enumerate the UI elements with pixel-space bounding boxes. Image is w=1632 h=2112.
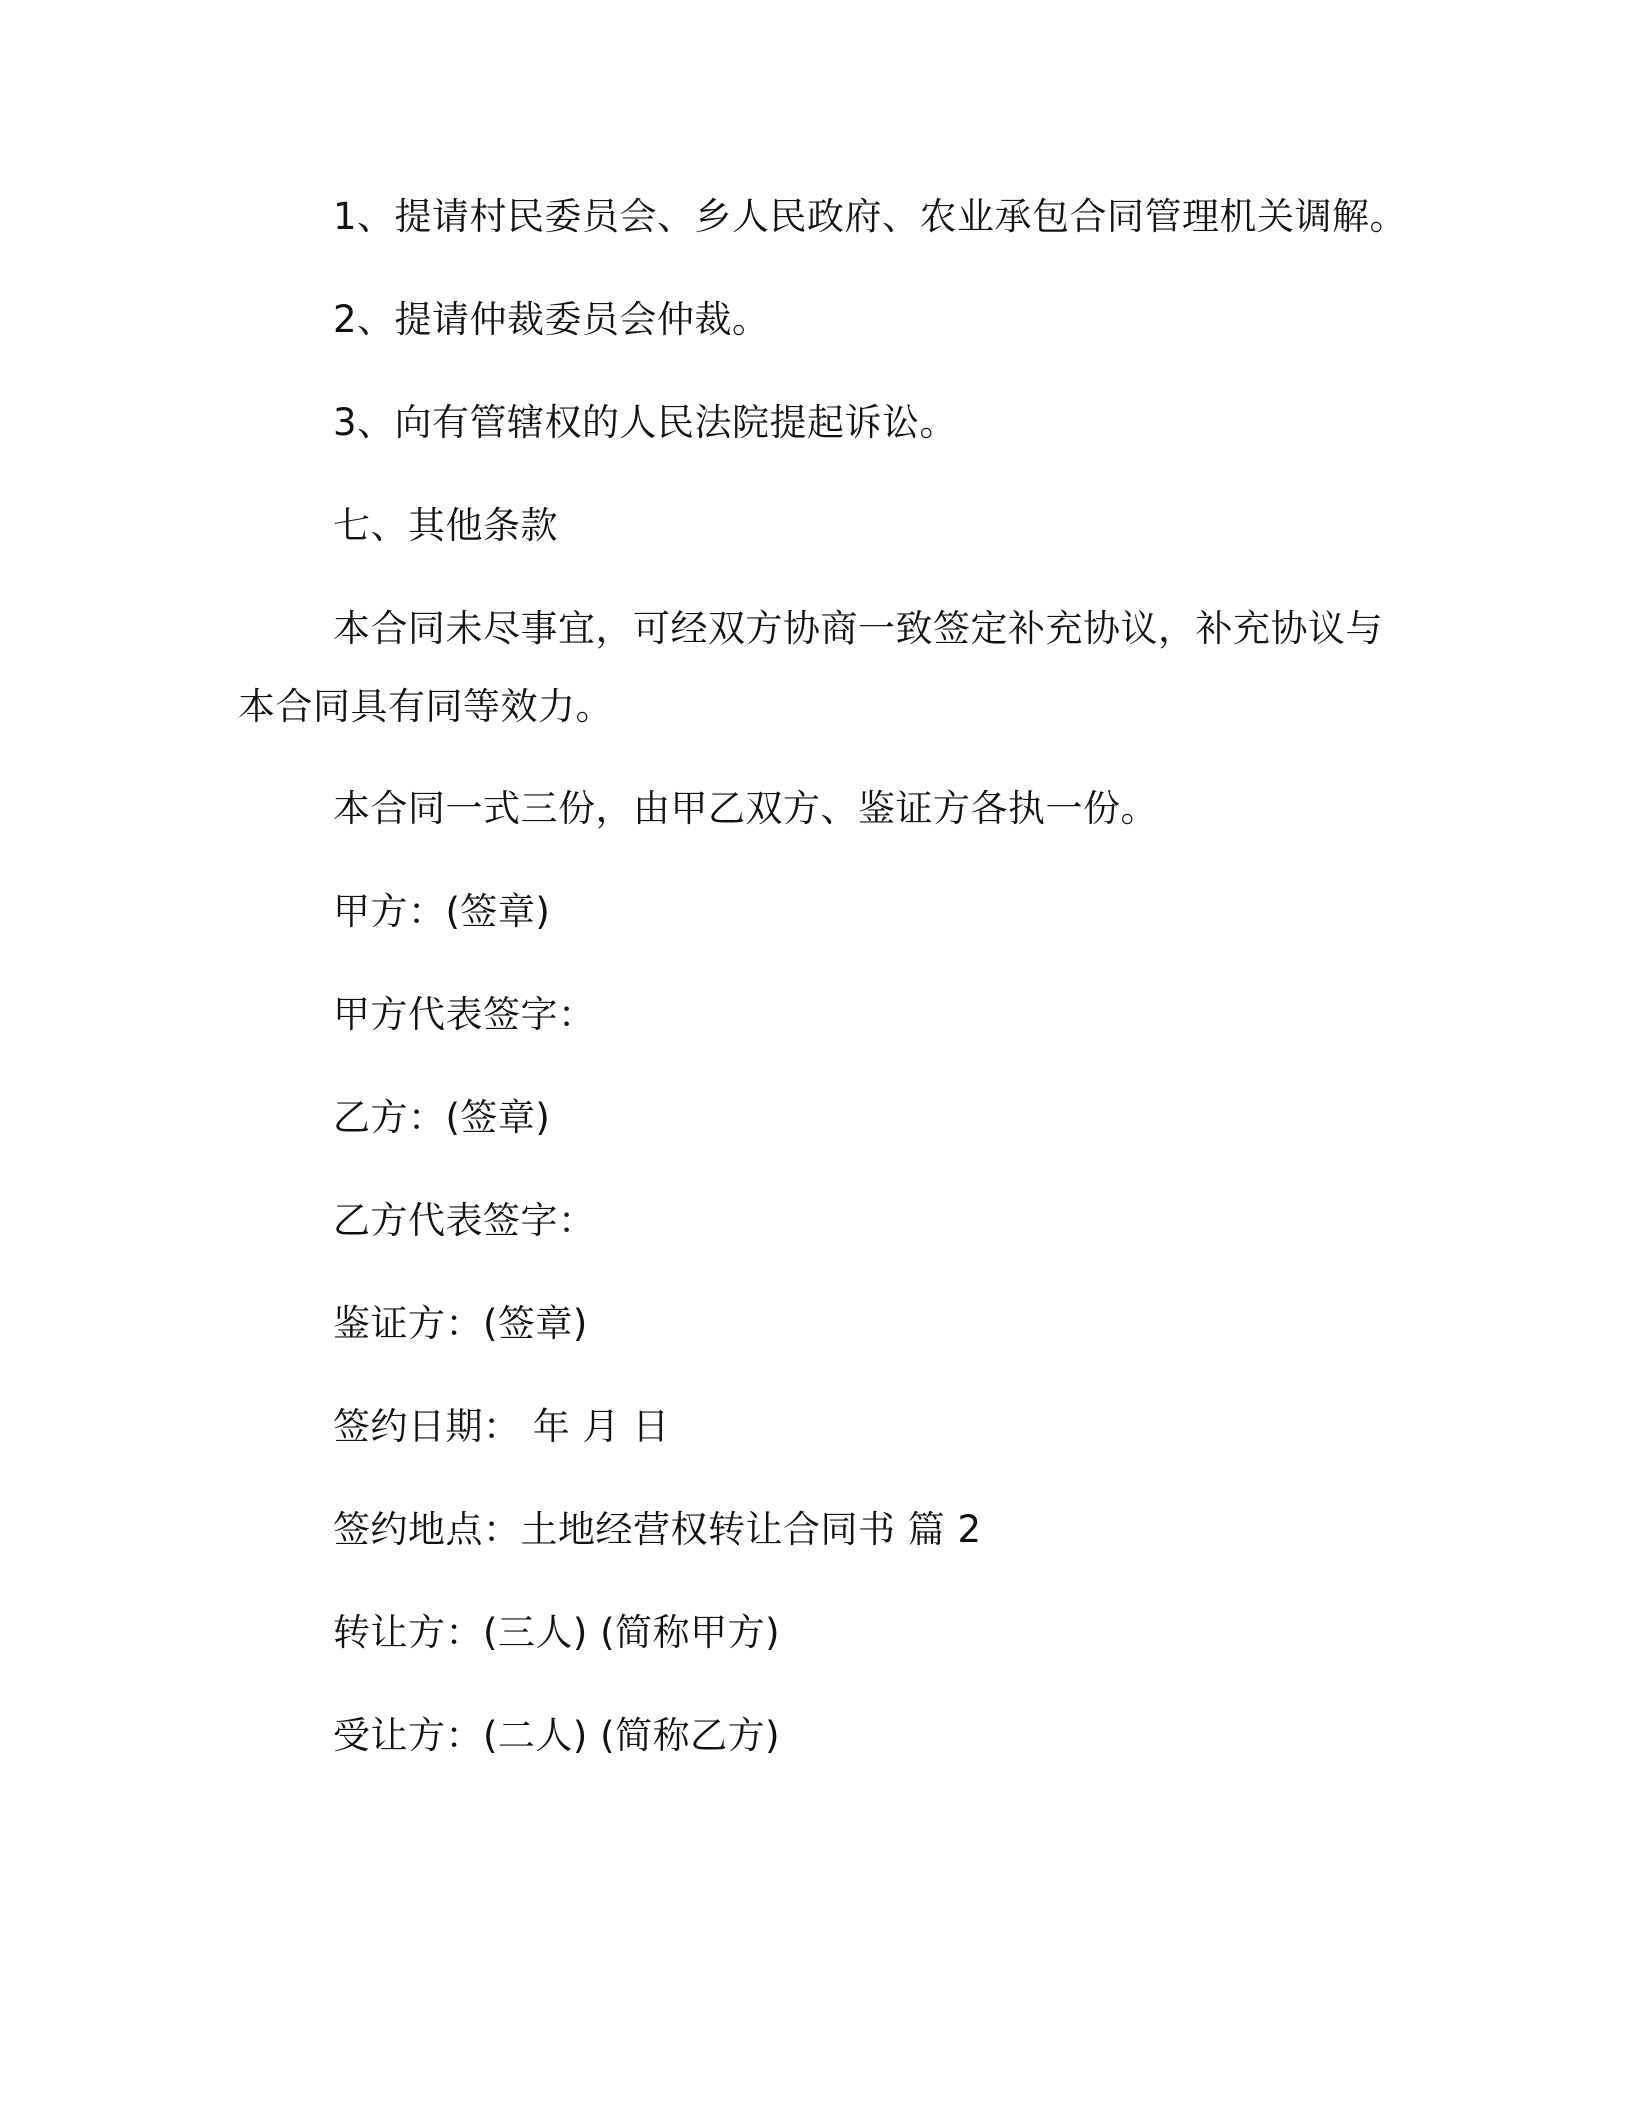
party-b-representative-signature: 乙方代表签字： [333,1199,596,1242]
dispute-option-3: 3、向有管辖权的人民法院提起诉讼。 [333,401,958,444]
signing-date: 签约日期： 年 月 日 [333,1405,670,1448]
transferor-line: 转让方：(三人) (简称甲方) [333,1611,781,1654]
party-a-representative-signature: 甲方代表签字： [333,993,596,1036]
clause-supplementary-line-2: 本合同具有同等效力。 [238,685,613,728]
transferee-line: 受让方：(二人) (简称乙方) [333,1714,781,1757]
clause-copies: 本合同一式三份，由甲乙双方、鉴证方各执一份。 [333,787,1158,830]
party-a-seal: 甲方：(签章) [333,890,551,933]
party-b-seal: 乙方：(签章) [333,1096,551,1139]
witness-seal: 鉴证方：(签章) [333,1302,588,1345]
section-heading-other-terms: 七、其他条款 [333,504,558,547]
dispute-option-2: 2、提请仲裁委员会仲裁。 [333,298,770,341]
dispute-option-1: 1、提请村民委员会、乡人民政府、农业承包合同管理机关调解。 [333,195,1408,238]
clause-supplementary-line-1: 本合同未尽事宜，可经双方协商一致签定补充协议，补充协议与 [333,607,1383,650]
signing-place: 签约地点：土地经营权转让合同书 篇 2 [333,1508,982,1551]
